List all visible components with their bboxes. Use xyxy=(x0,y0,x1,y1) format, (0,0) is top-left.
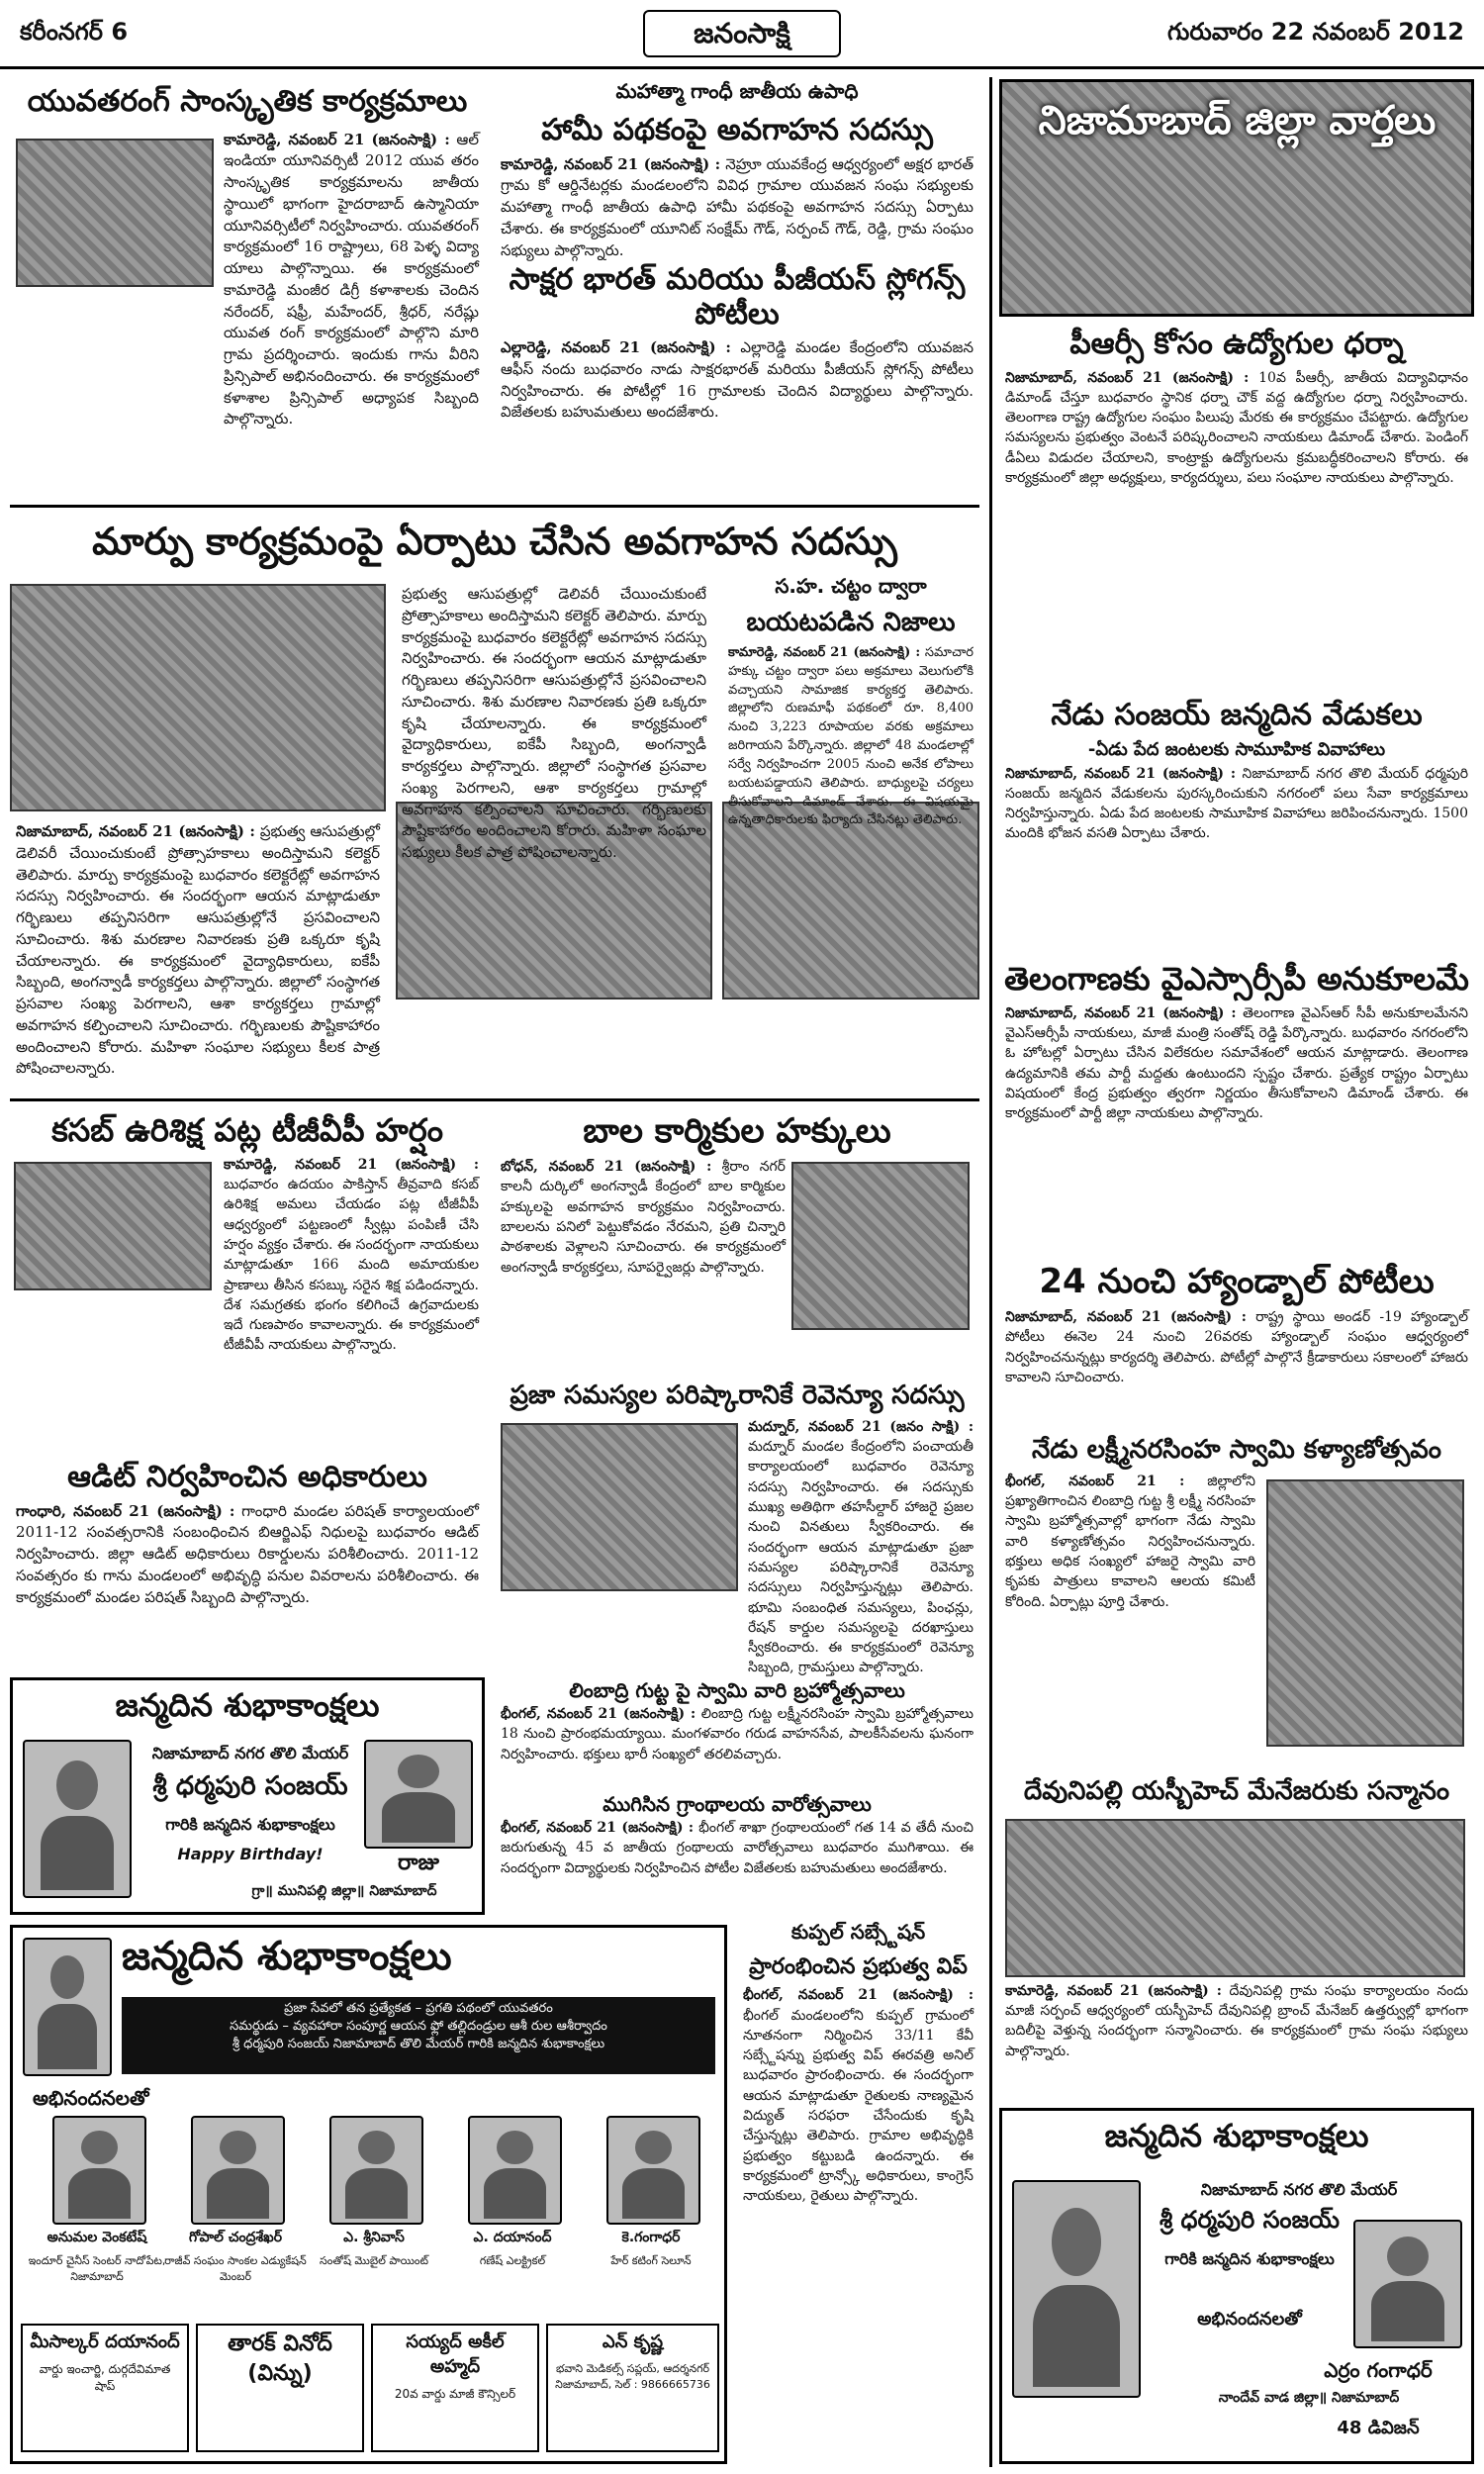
ad-line: నిజామాబాద్ నగర తొలి మేయర్ xyxy=(1200,2180,1398,2199)
sponsor-box xyxy=(21,2324,189,2452)
article-photo xyxy=(1005,1819,1465,1977)
article-mahatma xyxy=(495,79,979,259)
ad-ward: 48 డివిజన్ xyxy=(1337,2418,1420,2438)
article-bala xyxy=(495,1106,979,1374)
article-headline: బయటపడిన నిజాలు xyxy=(746,608,956,637)
article-text: తెలంగాణ వైఎస్ఆర్ సీపీ అనుకూలమేనని వైఎస్ఆర్సీపీ నాయకులు, మాజీ మంత్రి సంతోష్ రెడ్డి పేర్కొన్నారు. బుధవారం నగరంలోని ఓ హోటల్లో ఏర్పాటు చేసిన విలేకరుల సమావేశంలో ఆయన మాట్లాడారు. తెలంగాణ ఉద్యమానికి తమ పార్టీ మద్దతు ఉంటుందని స్పష్టం చేశారు. ప్రత్యేక రాష్ట్రం ఏర్పాటు విషయంలో కేంద్ర ప్రభుత్వం త్వరగా నిర్ణయం తీసుకోవాలని డిమాండ్ చేశారు. ఈ కార్యక్రమంలో పార్టీ జిల్లా నాయకులు పాల్గొన్నారు. xyxy=(1005,1004,1469,1122)
sender-photo xyxy=(1353,2220,1462,2348)
article-dateline: కామారెడ్డి, నవంబర్ 21 (జనంసాక్షి) : xyxy=(224,130,450,148)
article-kicker: కుప్పల్ సబ్స్టేషన్ xyxy=(790,1920,926,1944)
article-headline: ముగిసిన గ్రాంథాలయ వారోత్సవాలు xyxy=(603,1792,872,1816)
ad-strip-line: శ్రీ ధర్మపురి సంజయ్ నిజామాబాద్ తొలి మేయర్ గారికి జన్మదిన శుభాకాంక్షలు xyxy=(232,2037,605,2051)
sponsor-name: తారక్ వినోద్ (విన్ను) xyxy=(228,2331,332,2386)
article-text: జిల్లాలోని ప్రఖ్యాతిగాంచిన లింబాద్రి గుట్ట శ్రీ లక్ష్మీ నరసింహ స్వామి బ్రహ్మోత్సవాల్లో భాగంగా నేడు స్వామి వారి కళ్యాణోత్సవం నిర్వహించనున్నారు. భక్తులు అధిక సంఖ్యలో హాజరై స్వామి వారి కృపకు పాత్రులు కావాలని ఆలయ కమిటీ కోరింది. ఏర్పాట్లు పూర్తి చేశారు. xyxy=(1005,1473,1256,1610)
article-text: లింబాద్రి గుట్ట లక్ష్మీనరసింహ స్వామి బ్రహ్మోత్సవాలు 18 నుంచి ప్రారంభమయ్యాయి. మంగళవారం గరుడ వాహనసేవ, పాలకీసేవలను ఘనంగా నిర్వహించారు. భక్తులు భారీ సంఖ్యలో తరలివచ్చారు. xyxy=(501,1706,974,1762)
article-dateline: నిజామాబాద్, నవంబర్ 21 (జనంసాక్షి) : xyxy=(1005,1004,1237,1021)
article-headline: ప్రారంభించిన ప్రభుత్వ విప్ xyxy=(749,1954,968,1979)
article-text: బుధవారం ఉదయం పాకిస్తాన్ తీవ్రవాది కసబ్ ఉరిశిక్ష అమలు చేయడం పట్ల టీజీవీపీ ఆధ్వర్యంలో పట్టణంలో స్వీట్లు పంపిణీ చేసి హర్షం వ్యక్తం చేశారు. ఈ సందర్భంగా నాయకులు మాట్లాడుతూ 166 మంది అమాయకుల ప్రాణాలు తీసిన కసబ్కు సరైన శిక్ష పడిందన్నారు. దేశ సమగ్రతకు భంగం కలిగించే ఉగ్రవాదులకు ఇదే గుణపాఠం కావాలన్నారు. ఈ కార్యక్రమంలో టీజీవీపీ నాయకులు పాల్గొన్నారు. xyxy=(224,1177,479,1354)
article-photo xyxy=(501,1423,738,1591)
article-dateline: నిజామాబాద్, నవంబర్ 21 (జనంసాక్షి) : xyxy=(1005,765,1237,782)
article-dateline: భీంగల్, నవంబర్ 21 : xyxy=(1005,1473,1185,1489)
article-subhead: -ఏడు పేద జంటలకు సామూహిక వివాహాలు xyxy=(1087,738,1386,760)
article-kasab xyxy=(10,1106,485,1453)
article-body xyxy=(999,1003,1474,1124)
article-dateline: బోధన్, నవంబర్ 21 (జనంసాక్షి) : xyxy=(501,1159,712,1176)
article-dateline: నిజామాబాద్, నవంబర్ 21 (జనంసాక్షి) : xyxy=(1005,1309,1247,1326)
article-dateline: కామారెడ్డి, నవంబర్ 21 (జనంసాక్షి) : xyxy=(224,1156,479,1173)
ad-line: గారికి జన్మదిన శుభాకాంక్షలు xyxy=(165,1815,335,1834)
birthday-ad-2 xyxy=(10,1925,727,2464)
person-photo xyxy=(606,2116,700,2225)
article-body xyxy=(999,1981,1474,2061)
article-dateline: నిజామాబాద్, నవంబర్ 21 (జనంసాక్షి) : xyxy=(1005,369,1250,386)
article-marpu-cont xyxy=(396,584,712,861)
birthday-ad-1 xyxy=(10,1677,485,1915)
ad-strip-line: ప్రజా సేవలో తన ప్రత్యేకత – ప్రగతి పథంలో యువతరం xyxy=(284,2001,553,2016)
article-dateline: కామారెడ్డి, నవంబర్ 21 (జనంసాక్షి) : xyxy=(1005,1982,1222,1999)
page-date: గురువారం 22 నవంబర్ 2012 xyxy=(1167,18,1464,46)
ad-sender: రాజు xyxy=(398,1851,439,1875)
article-kicker: మహాత్మా గాంధీ జాతీయ ఉపాధి xyxy=(615,79,859,103)
article-dateline: ఎల్లారెడ్డి, నవంబర్ 21 (జనంసాక్షి) : xyxy=(501,338,731,356)
article-headline: 24 నుంచి హ్యాండ్బాల్ పోటీలు xyxy=(1039,1262,1435,1301)
article-body xyxy=(218,1155,485,1356)
divider xyxy=(10,505,979,508)
article-text: భీంగల్ శాఖా గ్రంథాలయంలో గత 14 వ తేదీ నుంచి జరుగుతున్న 45 వ జాతీయ గ్రంథాలయ వారోత్సవాలు బుధవారం ముగిశాయి. ఈ సందర్భంగా విద్యార్థులకు నిర్వహించిన పోటీల విజేతలకు బహుమతులు అందజేశారు. xyxy=(501,1820,974,1876)
article-saha xyxy=(722,574,979,828)
article-body xyxy=(10,1501,485,1609)
article-dateline: మద్నూర్, నవంబర్ 21 (జనం సాక్షి) : xyxy=(748,1418,974,1435)
sender-photo xyxy=(364,1740,473,1849)
article-body xyxy=(495,1818,979,1878)
article-devunipalli xyxy=(999,1771,1474,2098)
article-text: రాష్ట్ర స్థాయి అండర్ -19 హ్యాండ్బాల్ పోటీలు ఈనెల 24 నుంచి 26వరకు హ్యాండ్బాల్ సంఘం ఆధ్వర్యంలో నిర్వహించనున్నట్లు కార్యదర్శి తెలిపారు. పోటీల్లో పాల్గొనే క్రీడాకారులు సకాలంలో హాజరు కావాలని సూచించారు. xyxy=(1005,1309,1468,1385)
person-name: అనుమల వెంకటేష్ xyxy=(46,2230,147,2245)
article-text: ప్రభుత్వ ఆసుపత్రుల్లో డెలివరీ చేయించుకుంటే ప్రోత్సాహకాలు అందిస్తామని కలెక్టర్ తెలిపారు. మార్పు కార్యక్రమంపై బుధవారం కలెక్టరేట్లో అవగాహన సదస్సు నిర్వహించారు. ఈ సందర్భంగా ఆయన మాట్లాడుతూ గర్భిణులు తప్పనిసరిగా ఆసుపత్రుల్లోనే ప్రసవించాలని సూచించారు. శిశు మరణాల నివారణకు ప్రతి ఒక్కరూ కృషి చేయాలన్నారు. ఈ కార్యక్రమంలో వైద్యాధికారులు, ఐకేపీ సిబ్బంది, అంగన్వాడీ కార్యకర్తలు పాల్గొన్నారు. జిల్లాలో సంస్థాగత ప్రసవాల సంఖ్య పెరగాలని, ఆశా కార్యకర్తలు గ్రామాల్లో అవగాహన కల్పించాలని సూచించారు. గర్భిణులకు పౌష్టికాహారం అందించాలని కోరారు. మహిళా సంఘాల సభ్యులు కీలక పాత్ర పోషించాలన్నారు. xyxy=(402,585,706,861)
person-desc: రాజీవ్ సంఘం సాంకల ఎడ్యుకేషన్ మెంబర్ xyxy=(164,2254,307,2283)
article-headline: బాల కార్మికుల హక్కులు xyxy=(583,1111,891,1151)
article-text: ఆల్ ఇండియా యూనివర్సిటీ 2012 యువ తరం సాంస్కృతిక కార్యక్రమాలను జాతీయ స్థాయిలో భాగంగా హైదరాబాద్ ఉస్మానియా యూనివర్సిటీలో నిర్వహించారు. యువతరంగ్ కార్యక్రమంలో 16 రాష్ట్రాలు, 68 పెళ్ళ విద్యా యాలు పాల్గొన్నాయి. ఈ కార్యక్రమంలో కామారెడ్డి మంజీర డిగ్రీ కళాశాలకు చెందిన నరేందర్, షఫ్రీ, మహేందర్, శ్రీధర్, నరేష్లు యువత రంగ్ కార్యక్రమంలో పాల్గొని మారి గ్రామ ప్రదర్శించారు. ఇందుకు గాను వీరిని ప్రిన్సిపాల్ అభినందించారు. ఈ కార్యక్రమంలో కళాశాల ప్రిన్సిపాల్ అధ్యాపక సిబ్బంది పాల్గొన్నారు. xyxy=(224,130,479,428)
article-body xyxy=(999,764,1474,844)
article-pet xyxy=(999,322,1474,688)
article-body xyxy=(737,1985,979,2206)
sponsor-name: ఎన్ కృష్ణ xyxy=(602,2331,664,2352)
ad-place: నాందేవ్ వాడ జిల్లా॥ నిజామాబాద్ xyxy=(1218,2390,1400,2406)
article-text: మద్నూర్ మండల కేంద్రంలోని పంచాయతీ కార్యాలయంలో బుధవారం రెవెన్యూ సదస్సు నిర్వహించారు. ఈ సదస్సుకు ముఖ్య అతిథిగా తహసీల్దార్ హాజరై ప్రజల నుంచి వినతులు స్వీకరించారు. ఈ సందర్భంగా ఆయన మాట్లాడుతూ ప్రజా సమస్యల పరిష్కారానికే రెవెన్యూ సదస్సులు నిర్వహిస్తున్నట్లు తెలిపారు. భూమి సంబంధిత సమస్యలు, పింఛన్లు, రేషన్ కార్డుల సమస్యలపై దరఖాస్తులు స్వీకరించారు. ఈ కార్యక్రమంలో రెవెన్యూ సిబ్బంది, గ్రామస్తులు పాల్గొన్నారు. xyxy=(748,1439,974,1676)
article-body xyxy=(218,130,485,428)
article-photo xyxy=(791,1162,970,1330)
ad-title: జన్మదిన శుభాకాంక్షలు xyxy=(115,1686,380,1724)
article-headline: ప్రజా సమస్యల పరిష్కారానికే రెవెన్యూ సదస్సు xyxy=(510,1380,965,1410)
article-handball xyxy=(999,1257,1474,1425)
article-text: గాంధారి మండల పరిషత్ కార్యాలయంలో 2011-12 సంవత్సరానికి సంబంధించిన బిఆర్జిఎఫ్ నిధులపై బుధవారం ఆడిట్ నిర్వహించారు. జిల్లా ఆడిట్ అధికారులు రికార్డులను పరిశీలించారు. 2011-12 సంవత్సరం కు గాను మండలంలో అభివృద్ధి పనుల వివరాలను పరిశీలించారు. ఈ కార్యక్రమంలో మండల పరిషత్ సిబ్బంది పాల్గొన్నారు. xyxy=(16,1501,479,1606)
article-text: నిజామాబాద్ నగర తొలి మేయర్ ధర్మపురి సంజయ్ జన్మదిన వేడుకలను పురస్కరించుకుని నగరంలో పలు సేవా కార్యక్రమాలు నిర్వహిస్తున్నారు. ఏడు పేద జంటలకు సామూహిక వివాహాలు జరిపించనున్నారు. 1500 మందికి భోజన వసతి ఏర్పాటు చేశారు. xyxy=(1005,765,1468,842)
article-marpu-headline xyxy=(10,515,979,574)
article-text: ప్రభుత్వ ఆసుపత్రుల్లో డెలివరీ చేయించుకుంటే ప్రోత్సాహకాలు అందిస్తామని కలెక్టర్ తెలిపారు. మార్పు కార్యక్రమంపై బుధవారం కలెక్టరేట్లో అవగాహన సదస్సు నిర్వహించారు. ఈ సందర్భంగా ఆయన మాట్లాడుతూ గర్భిణులు తప్పనిసరిగా ఆసుపత్రుల్లోనే ప్రసవించాలని సూచించారు. శిశు మరణాల నివారణకు ప్రతి ఒక్కరూ కృషి చేయాలన్నారు. ఈ కార్యక్రమంలో వైద్యాధికారులు, ఐకేపీ సిబ్బంది, అంగన్వాడీ కార్యకర్తలు పాల్గొన్నారు. జిల్లాలో సంస్థాగత ప్రసవాల సంఖ్య పెరగాలని, ఆశా కార్యకర్తలు గ్రామాల్లో అవగాహన కల్పించాలని సూచించారు. గర్భిణులకు పౌష్టికాహారం అందించాలని కోరారు. మహిళా సంఘాల సభ్యులు కీలక పాత్ర పోషించాలన్నారు. xyxy=(16,822,380,1078)
article-headline: నేడు సంజయ్ జన్మదిన వేడుకలు xyxy=(1051,698,1423,732)
ad-place: గ్రా॥ మునిపల్లి జిల్లా॥ నిజామాబాద్ xyxy=(251,1883,437,1899)
article-body xyxy=(495,1157,791,1278)
article-text: ఎల్లారెడ్డి మండల కేంద్రంలోని యువజన ఆఫీస్ నందు బుధవారం నాడు సాక్షరభారత్ మరియు పీజీయస్ స్లోగన్స్ పోటీలు నిర్వహించారు. ఈ పోటీల్లో 16 గ్రామాలకు చెందిన విద్యార్థులు పాల్గొన్నారు. విజేతలకు బహుమతులు అందజేశారు. xyxy=(501,338,974,422)
ad-name: శ్రీ ధర్మపురి సంజయ్ xyxy=(1159,2206,1341,2234)
article-body xyxy=(495,1704,979,1764)
sponsor-desc: 20వ వార్డు మాజీ కౌన్సిలర్ xyxy=(394,2387,516,2401)
sponsor-box xyxy=(371,2324,539,2452)
ad-greet: అభినందనలతో xyxy=(1197,2309,1302,2330)
article-telangana-ysrcp xyxy=(999,955,1474,1252)
divider xyxy=(10,1098,979,1101)
article-headline: లింబాద్రి గుట్ట పై స్వామి వారి బ్రహ్మోత్సవాలు xyxy=(569,1678,905,1702)
article-headline: హామీ పథకంపై అవగాహన సదస్సు xyxy=(541,113,933,147)
article-body xyxy=(999,1307,1474,1387)
sponsor-desc: భవాని మెడికల్స్ సప్లయ్, ఆదర్శనగర్ నిజామాబాద్, సెల్ : 9866665736 xyxy=(555,2362,710,2391)
article-body xyxy=(999,368,1474,489)
nizamabad-banner xyxy=(999,79,1474,317)
article-granthalaya xyxy=(495,1791,979,1910)
page-number: కరీంనగర్ 6 xyxy=(20,18,129,46)
column-divider xyxy=(989,77,992,2467)
sponsor-name: మీసాల్కర్ దయానంద్ xyxy=(30,2331,180,2352)
sponsor-name: సయ్యద్ అకీల్ అహ్మద్ xyxy=(406,2331,505,2377)
article-body xyxy=(999,1472,1261,1612)
ad-sender: ఎర్రం గంగాధర్ xyxy=(1324,2358,1433,2382)
ad-title: జన్మదిన శుభాకాంక్షలు xyxy=(1104,2117,1369,2154)
article-headline: కసబ్ ఉరిశిక్ష పట్ల టీజీవీపీ హర్షం xyxy=(51,1111,443,1149)
person-desc: గణేష్ ఎలక్ట్రికల్ xyxy=(479,2254,546,2267)
article-photo xyxy=(16,139,214,287)
article-text: నెహ్రూ యువకేంద్ర ఆధ్వర్యంలో అక్షర భారత్ గ్రామ కో ఆర్డినేటర్లకు మండలంలోని వివిధ గ్రామాల యువజన సంఘ సభ్యులకు మహాత్మా గాంధీ జాతీయ ఉపాధి హామీ పథకంపై అవగాహన సదస్సు ఏర్పాటు చేశారు. ఈ కార్యక్రమంలో యూనిట్ సంక్షేమ్ గౌడ్, సర్పంచ్ గౌడ్, రెడ్డి, గ్రామ సంఘం సభ్యులు పాల్గొన్నారు. xyxy=(501,154,974,259)
birthday-ad-3 xyxy=(999,2108,1474,2464)
person-name: ఎ. దయానంద్ xyxy=(473,2230,552,2245)
article-text: దేవునిపల్లి గ్రామ సంఘ కార్యాలయం నందు మాజీ సర్పంచ్ ఆధ్వర్యంలో యస్బీహెచ్ దేవునిపల్లి బ్రాంచ్ మేనేజర్ ఉత్తర్వుల్లో భాగంగా బదిలీపై వెళ్తున్న సందర్భంగా సన్మానించారు. ఈ కార్యక్రమంలో గ్రామ సంఘ సభ్యులు పాల్గొన్నారు. xyxy=(1005,1982,1468,2059)
person-photo xyxy=(191,2116,285,2225)
banner-title: నిజామాబాద్ జిల్లా వార్తలు xyxy=(1038,98,1437,143)
article-dateline: కామారెడ్డి, నవంబర్ 21 (జనంసాక్షి) : xyxy=(501,154,721,173)
ad-strip xyxy=(122,1997,715,2074)
article-dateline: గాంధారి, నవంబర్ 21 (జనంసాక్షి) : xyxy=(16,1501,235,1520)
mayor-photo xyxy=(23,1740,132,1898)
marpu-photo-1 xyxy=(10,584,386,811)
article-body xyxy=(495,337,979,424)
article-saakshara xyxy=(495,257,979,500)
ad-happy: Happy Birthday! xyxy=(177,1845,324,1863)
person-desc: ఇందూర్ చైనీస్ సెంటర్ నాదోపేట, నిజామాబాద్ xyxy=(28,2254,166,2283)
article-kuppal xyxy=(737,1920,979,2464)
article-headline: మార్పు కార్యక్రమంపై ఏర్పాటు చేసిన అవగాహన సదస్సు xyxy=(92,520,897,563)
person-photo xyxy=(468,2116,562,2225)
sponsor-box xyxy=(196,2324,364,2452)
article-kicker: స.హ. చట్టం ద్వారా xyxy=(775,574,927,598)
person-photo xyxy=(52,2116,146,2225)
person-name: గోపాల్ చంద్రశేఖర్ xyxy=(188,2230,283,2245)
masthead-logo: జనంసాక్షి xyxy=(643,10,841,57)
article-dateline: భీంగల్, నవంబర్ 21 (జనంసాక్షి) : xyxy=(501,1820,695,1836)
article-photo xyxy=(1266,1479,1464,1747)
page-folio xyxy=(0,0,1484,69)
article-yuva xyxy=(10,79,485,495)
article-headline: దేవునిపల్లి యస్బీహెచ్ మేనేజరుకు సన్మానం xyxy=(1023,1776,1450,1806)
person-name: ఎ. శ్రీనివాస్ xyxy=(343,2230,405,2245)
mayor-photo xyxy=(1012,2180,1141,2398)
article-headline: తెలంగాణకు వైఎస్సార్సీపీ అనుకూలమే xyxy=(1004,960,1469,998)
article-limbadri xyxy=(495,1677,979,1786)
article-headline: పీఆర్సీ కోసం ఉద్యోగుల ధర్నా xyxy=(1069,327,1404,361)
mayor-photo xyxy=(23,1938,112,2076)
ad-strip-line: సమర్థుడు – వ్యవహారా సంపూర్ణ ఆయన ఫ్లో తల్లిదండ్రుల ఆశీ రుల ఆశీర్వాదం xyxy=(230,2019,607,2034)
article-marpu xyxy=(10,821,386,1089)
article-text: 10వ పీఆర్సీ, జాతీయ విద్యావిధానం డిమాండ్ చేస్తూ బుధవారం స్థానిక ధర్నా చౌక్ వద్ద ఉద్యోగుల ధర్నా నిర్వహించారు. తెలంగాణ రాష్ట్ర ఉద్యోగుల సంఘం పిలుపు మేరకు ఈ కార్యక్రమం చేపట్టారు. ఉద్యోగుల సమస్యలను ప్రభుత్వం వెంటనే పరిష్కరించాలని నాయకులు డిమాండ్ చేశారు. పెండింగ్ డీఏలు విడుదల చేయాలని, కాంట్రాక్టు ఉద్యోగులను క్రమబద్ధీకరించాలని కోరారు. ఈ కార్యక్రమంలో జిల్లా అధ్యక్షులు, కార్యదర్శులు, పలు సంఘాల నాయకులు పాల్గొన్నారు. xyxy=(1005,369,1468,486)
article-praja xyxy=(495,1376,979,1676)
article-lakshmi xyxy=(999,1430,1474,1766)
marpu-photo-3 xyxy=(722,802,979,999)
person-desc: సంతోష్ మొబైల్ పాయింట్ xyxy=(320,2254,428,2267)
sponsor-box xyxy=(546,2324,719,2452)
article-dateline: నిజామాబాద్, నవంబర్ 21 (జనంసాక్షి) : xyxy=(16,822,255,840)
ad-line: గారికి జన్మదిన శుభాకాంక్షలు xyxy=(1164,2249,1335,2268)
article-headline: ఆడిట్ నిర్వహించిన అధికారులు xyxy=(67,1460,427,1494)
article-body xyxy=(10,821,386,1080)
article-dateline: భీంగల్, నవంబర్ 21 (జనంసాక్షి) : xyxy=(743,1987,974,2004)
article-sanjay-bday xyxy=(999,693,1474,950)
person-name: కె.గంగాధర్ xyxy=(621,2230,681,2245)
article-text: శ్రీరాం నగర్ కాలనీ దుర్కిలో అంగన్వాడీ కేంద్రంలో బాల కార్మికుల హక్కులపై అవగాహన కార్యక్రమం నిర్వహించారు. బాలలను పనిలో పెట్టుకోవడం నేరమని, ప్రతి చిన్నారి పాఠశాలకు వెళ్లాలని సూచించారు. ఈ కార్యక్రమంలో అంగన్వాడీ కార్యకర్తలు, సూపర్వైజర్లు పాల్గొన్నారు. xyxy=(501,1159,786,1276)
ad-greet: అభినందనలతో xyxy=(33,2086,149,2110)
ad-name: శ్రీ ధర్మపురి సంజయ్ xyxy=(152,1771,348,1801)
article-dateline: భీంగల్, నవంబర్ 21 (జనంసాక్షి) : xyxy=(501,1706,696,1722)
article-headline: యువతరంగ్ సాంస్కృతిక కార్యక్రమాలు xyxy=(27,84,468,119)
ad-line: నిజామాబాద్ నగర తొలి మేయర్ xyxy=(151,1744,349,1762)
article-photo xyxy=(14,1162,212,1290)
article-text: భీంగల్ మండలంలోని కుప్పల్ గ్రామంలో నూతనంగా నిర్మించిన 33/11 కేవీ సబ్స్టేషన్ను ప్రభుత్వ విప్ ఈరవత్రి అనిల్ బుధవారం ప్రారంభించారు. ఈ సందర్భంగా ఆయన మాట్లాడుతూ రైతులకు నాణ్యమైన విద్యుత్ సరఫరా చేసేందుకు కృషి చేస్తున్నట్లు తెలిపారు. గ్రామాల అభివృద్ధికి ప్రభుత్వం కట్టుబడి ఉందన్నారు. ఈ కార్యక్రమంలో ట్రాన్స్కో అధికారులు, కాంగ్రెస్ నాయకులు, రైతులు పాల్గొన్నారు. xyxy=(743,2007,974,2205)
article-dateline: కామారెడ్డి, నవంబర్ 21 (జనంసాక్షి) : xyxy=(728,644,921,660)
person-photo xyxy=(329,2116,423,2225)
article-headline: సాక్షర భారత్ మరియు పీజీయస్ స్లోగన్స్ పోటీలు xyxy=(509,262,966,332)
article-audit xyxy=(10,1455,485,1667)
article-body xyxy=(742,1417,979,1678)
sponsor-desc: వార్డు ఇంచార్జి, దుర్గదేవిమాత షాప్ xyxy=(39,2362,171,2393)
article-body xyxy=(722,644,979,830)
ad-title: జన్మదిన శుభాకాంక్షలు xyxy=(122,1934,452,1979)
person-desc: హేర్ కటింగ్ సెలూన్ xyxy=(610,2254,692,2267)
article-body xyxy=(495,154,979,262)
article-headline: నేడు లక్ష్మీనరసింహ స్వామి కళ్యాణోత్సవం xyxy=(1032,1435,1441,1465)
article-text: సమాచార హక్కు చట్టం ద్వారా పలు అక్రమాలు వెలుగులోకి వచ్చాయని సామాజిక కార్యకర్త తెలిపారు. జిల్లాలోని రుణమాఫీ పథకంలో రూ. 8,400 నుంచి 3,223 రూపాయల వరకు అక్రమాలు జరిగాయని పేర్కొన్నారు. జిల్లాలో 48 మండలాల్లో సర్వే నిర్వహించగా 2005 నుంచి అనేక లోపాలు బయటపడ్డాయని తెలిపారు. బాధ్యులపై చర్యలు తీసుకోవాలని డిమాండ్ చేశారు. ఈ విషయమై ఉన్నతాధికారులకు ఫిర్యాదు చేసినట్లు తెలిపారు. xyxy=(728,644,974,828)
